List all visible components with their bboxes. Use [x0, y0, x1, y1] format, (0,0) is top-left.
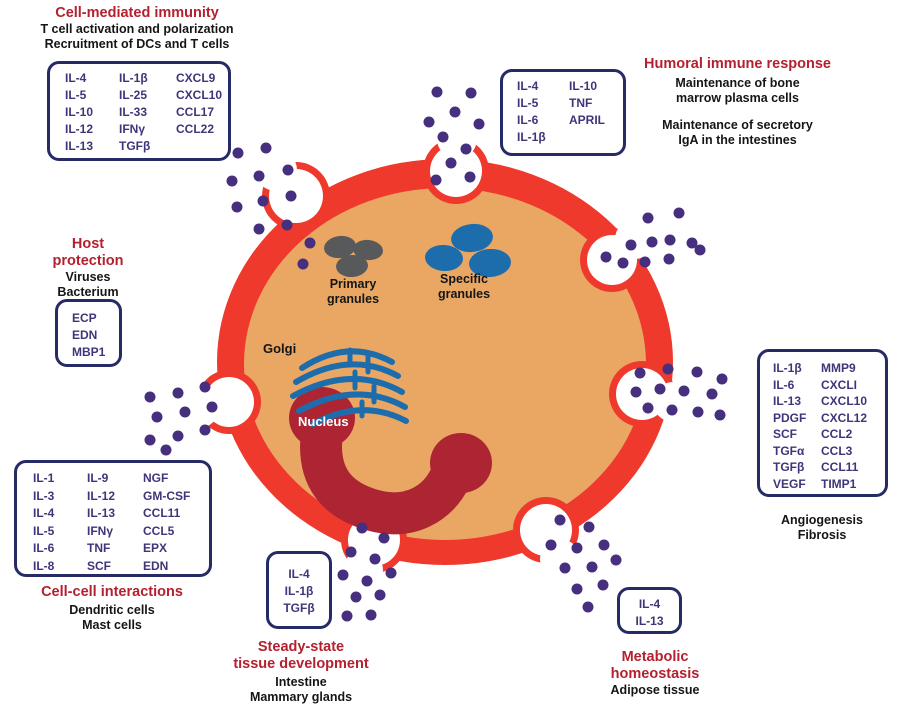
- section-subline: Fibrosis: [797, 528, 847, 542]
- cytokine-label: IL-5: [65, 88, 87, 102]
- nucleus-label: Nucleus: [298, 414, 349, 429]
- section-title: Steady-state: [257, 639, 345, 655]
- cytokine-label: IL-5: [517, 96, 539, 110]
- cytokine-label: IL-13: [87, 506, 116, 520]
- section-subline: Viruses: [65, 270, 111, 284]
- cytokine-label: CCL22: [176, 122, 215, 136]
- cytokine-label: CXCL12: [821, 410, 868, 425]
- cytokine-label: EPX: [143, 541, 168, 555]
- cytokine-label: TIMP1: [821, 476, 857, 491]
- section-title: Cell-mediated immunity: [55, 5, 219, 21]
- cytokine-label: IL-4: [638, 597, 661, 611]
- section-subline: Angiogenesis: [781, 513, 863, 527]
- section-subline: Mast cells: [82, 618, 142, 632]
- section-subline: T cell activation and polarization: [40, 22, 234, 36]
- section-subline: marrow plasma cells: [676, 91, 799, 105]
- section-title: Humoral immune response: [644, 56, 831, 72]
- cytokine-label: IL-4: [288, 567, 310, 581]
- cytokine-label: TGFβ: [283, 601, 315, 615]
- section-subline: Intestine: [275, 675, 327, 689]
- cytokine-label: MMP9: [821, 361, 856, 375]
- mediator-box-steady-state: [266, 551, 332, 629]
- section-subline: Recruitment of DCs and T cells: [44, 37, 230, 51]
- mediator-box-host-protection: [55, 299, 122, 367]
- cytokine-label: ECP: [72, 311, 97, 325]
- cytokine-label: SCF: [87, 558, 111, 573]
- cytokine-label: TNF: [87, 541, 111, 555]
- cytokine-label: CCL2: [821, 427, 853, 441]
- section-title: Host protection: [52, 236, 124, 269]
- cytokine-label: IL-6: [517, 113, 539, 127]
- cytokine-label: PDGF: [773, 410, 807, 425]
- section-title: homeostasis: [610, 666, 700, 682]
- section-title: tissue development: [233, 656, 369, 672]
- cytokine-label: CXCL10: [176, 88, 223, 102]
- mediator-box-cell-mediated: [47, 61, 231, 161]
- cytokine-label: IL-8: [33, 558, 55, 573]
- section-subline: Maintenance of secretory: [662, 118, 813, 132]
- cytokine-label: EDN: [143, 558, 169, 573]
- cytokine-label: SCF: [773, 427, 797, 441]
- cytokine-label: EDN: [72, 328, 98, 342]
- section-subline: IgA in the intestines: [678, 133, 797, 147]
- cytokine-label: IL-1: [33, 471, 55, 485]
- section-title: Metabolic: [621, 649, 689, 665]
- cytokine-label: IL-10: [569, 79, 598, 93]
- cytokine-label: CCL3: [821, 443, 853, 458]
- cytokine-label: IL-6: [773, 377, 795, 392]
- section-humoral-immune-response: [635, 56, 840, 148]
- cytokine-label: IL-12: [87, 488, 116, 503]
- mediator-box-metabolic: [617, 587, 682, 634]
- primary-granules-label: Primary granules: [326, 277, 380, 306]
- cytokine-label: MBP1: [72, 345, 106, 359]
- cytokine-label: TGFβ: [773, 460, 805, 474]
- cytokine-label: IL-13: [635, 614, 664, 628]
- cytokine-label: IL-3: [33, 488, 55, 503]
- section-angiogenesis-fibrosis: [762, 513, 882, 543]
- cytokine-label: IL-6: [33, 541, 55, 555]
- cytokine-label: CCL17: [176, 105, 215, 119]
- cytokine-label: CCL11: [821, 460, 859, 474]
- mediator-box-humoral: [500, 69, 626, 156]
- cytokine-label: IL-4: [33, 506, 55, 520]
- section-subline: Adipose tissue: [610, 683, 700, 697]
- cytokine-label: IL-13: [65, 139, 94, 153]
- cytokine-label: TGFβ: [119, 139, 151, 153]
- cytokine-label: VEGF: [773, 476, 806, 491]
- cytokine-label: IL-1β: [517, 130, 546, 144]
- cytokine-label: IL-5: [33, 523, 55, 538]
- cytokine-label: IL-1β: [284, 584, 314, 598]
- section-host-protection: [36, 236, 140, 300]
- cytokine-label: GM-CSF: [143, 488, 191, 503]
- cytokine-label: IL-9: [87, 471, 109, 485]
- section-cell-mediated-immunity: [26, 5, 248, 52]
- cytokine-label: CXCLI: [821, 377, 857, 392]
- cytokine-label: CXCL10: [821, 394, 868, 408]
- section-subline: Mammary glands: [249, 690, 353, 704]
- cytokine-label: TGFα: [773, 443, 805, 458]
- cytokine-label: IFNγ: [87, 523, 114, 538]
- cytokine-label: CCL11: [143, 506, 181, 520]
- section-subline: Dendritic cells: [69, 603, 155, 617]
- cytokine-label: IL-33: [119, 105, 148, 119]
- cytokine-label: IFNγ: [119, 122, 146, 136]
- cytokine-label: IL-4: [517, 79, 539, 93]
- cytokine-label: TNF: [569, 96, 593, 110]
- section-metabolic-homeostasis: [594, 649, 716, 698]
- section-cell-cell-interactions: [20, 584, 204, 633]
- mediator-box-cell-cell: [14, 460, 212, 577]
- specific-granules-label: Specific granules: [437, 272, 491, 301]
- cytokine-label: APRIL: [569, 113, 605, 127]
- cytokine-label: CXCL9: [176, 71, 216, 85]
- cytokine-label: IL-1β: [773, 361, 802, 375]
- section-subline: Maintenance of bone: [675, 76, 800, 90]
- cytokine-label: IL-10: [65, 105, 94, 119]
- golgi-label: Golgi: [263, 341, 297, 356]
- mediator-box-angiogenesis: [757, 349, 888, 497]
- cytokine-label: NGF: [143, 471, 169, 485]
- cytokine-label: CCL5: [143, 523, 175, 538]
- cytokine-label: IL-12: [65, 122, 94, 136]
- cytokine-label: IL-13: [773, 394, 802, 408]
- cytokine-label: IL-1β: [119, 71, 148, 85]
- section-title: Cell-cell interactions: [41, 584, 183, 600]
- cytokine-label: IL-4: [65, 71, 87, 85]
- cytokine-label: IL-25: [119, 88, 148, 102]
- section-steady-state: [228, 639, 374, 705]
- section-subline: Bacterium: [57, 285, 119, 299]
